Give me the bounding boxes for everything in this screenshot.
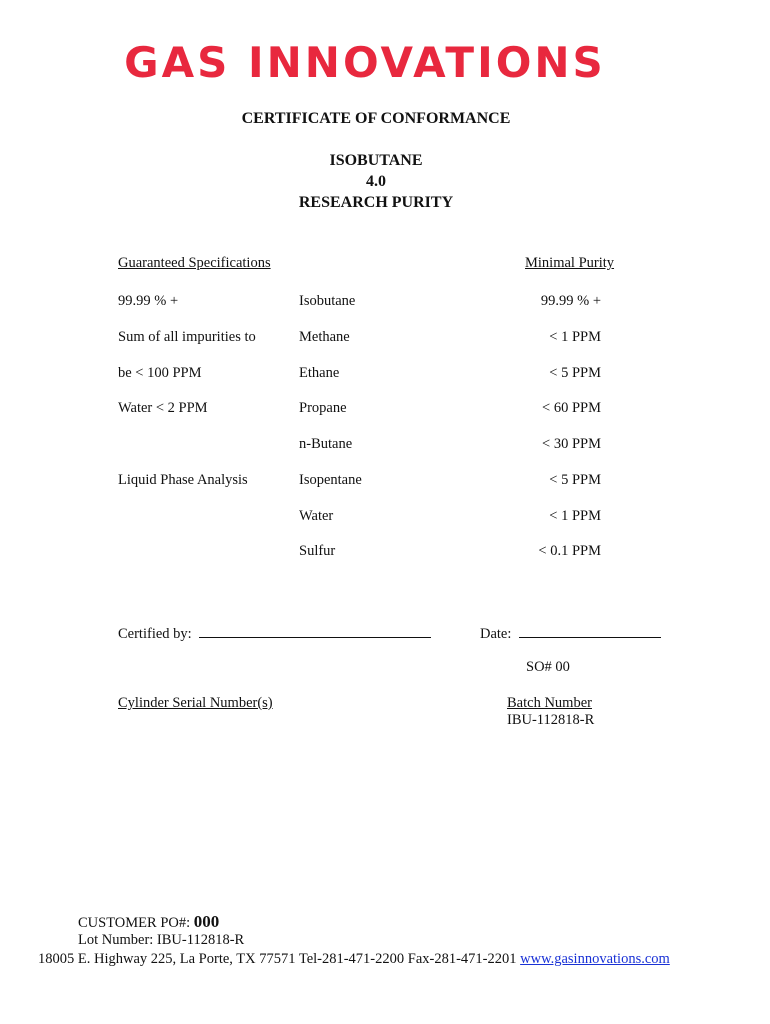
component-value: < 5 PPM — [549, 472, 601, 488]
purity-level: RESEARCH PURITY — [298, 194, 454, 211]
customer-po — [78, 912, 219, 932]
website-link[interactable]: www.gasinnovations.com — [520, 951, 670, 967]
cylinder-serial-label: Cylinder Serial Number(s) — [118, 695, 273, 711]
component-value: < 60 PPM — [542, 400, 601, 416]
so-number: SO# 00 — [526, 659, 570, 675]
certified-by-label: Certified by: — [118, 626, 192, 642]
batch-number-text: Batch Number — [507, 695, 592, 711]
guaranteed-specs-heading: Guaranteed Specifications — [118, 255, 271, 271]
component-value: < 30 PPM — [542, 436, 601, 452]
spec-line: Liquid Phase Analysis — [118, 472, 248, 488]
component-value: 99.99 % + — [540, 293, 601, 309]
date-line — [519, 623, 661, 638]
component-name: Isopentane — [299, 472, 362, 488]
component-name: Propane — [299, 400, 347, 416]
batch-number-value: IBU-112818-R — [507, 712, 595, 728]
customer-po-value: 000 — [193, 912, 220, 931]
company-address-line — [38, 951, 670, 968]
spec-line: Water < 2 PPM — [118, 400, 208, 416]
component-name: Sulfur — [299, 543, 336, 559]
certificate-title: CERTIFICATE OF CONFORMANCE — [241, 110, 511, 127]
lot-number: Lot Number: IBU-112818-R — [78, 932, 245, 948]
spec-line: Sum of all impurities to — [118, 329, 256, 345]
product-name: ISOBUTANE — [329, 152, 423, 169]
spec-line: be < 100 PPM — [118, 365, 202, 381]
component-name: Methane — [299, 329, 350, 345]
component-name: Water — [299, 508, 334, 524]
date-label: Date: — [480, 626, 512, 642]
component-value: < 1 PPM — [549, 508, 601, 524]
component-name: n-Butane — [299, 436, 353, 452]
component-name: Isobutane — [299, 293, 356, 309]
company-logo: GAS INNOVATIONS — [124, 38, 606, 87]
spec-line: 99.99 % + — [118, 293, 179, 309]
customer-po-label: CUSTOMER PO#: — [78, 915, 191, 931]
batch-number-label — [480, 695, 616, 712]
product-grade: 4.0 — [366, 173, 386, 190]
date-field — [480, 623, 661, 643]
component-value: < 1 PPM — [549, 329, 601, 345]
component-value: < 0.1 PPM — [538, 543, 601, 559]
signature-line — [199, 623, 431, 638]
company-address: 18005 E. Highway 225, La Porte, TX 77571 Tel-281-471-2200 Fax-281-471-2201 — [38, 951, 517, 967]
certified-by — [118, 623, 431, 643]
component-value: < 5 PPM — [549, 365, 601, 381]
component-name: Ethane — [299, 365, 340, 381]
minimal-purity-heading: Minimal Purity — [525, 255, 615, 271]
